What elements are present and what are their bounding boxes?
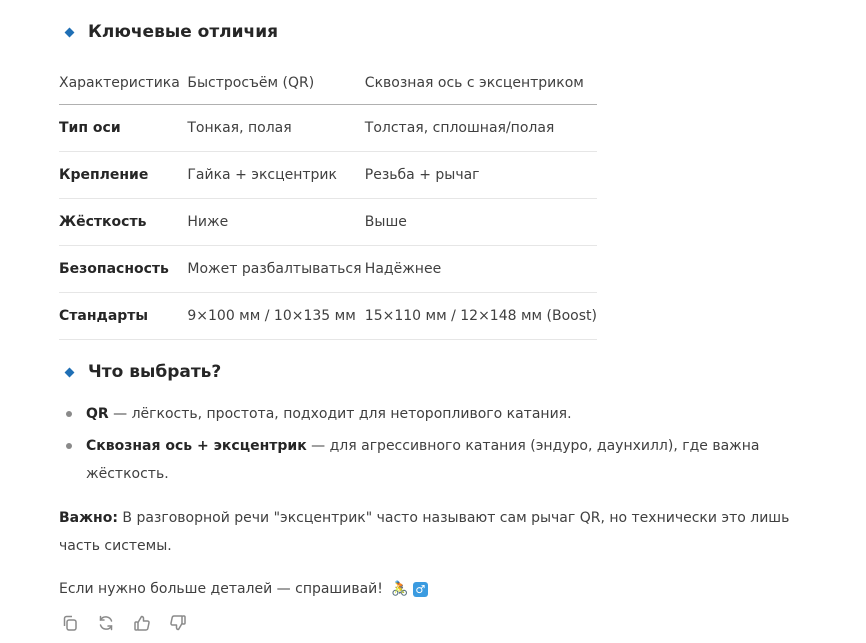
recommendation-list	[66, 400, 766, 492]
table-row	[59, 199, 597, 246]
thumbs-up-icon	[133, 614, 151, 632]
thumbs-up-button[interactable]	[132, 613, 152, 633]
table-cell-label: Тип оси	[59, 105, 187, 152]
table-header-cell: Сквозная ось с эксцентриком	[365, 63, 597, 105]
section-title: Ключевые отличия	[88, 22, 279, 42]
table-cell-label: Безопасность	[59, 246, 187, 293]
message-action-bar	[60, 613, 188, 633]
section-heading-key-differences	[66, 22, 278, 42]
table-header-cell: Быстросъём (QR)	[187, 63, 364, 105]
bullet-dot-icon	[66, 443, 72, 449]
table-cell: Ниже	[187, 199, 364, 246]
section-title: Что выбрать?	[88, 362, 222, 382]
table-cell-label: Крепление	[59, 152, 187, 199]
table-cell: Надёжнее	[365, 246, 597, 293]
closing-text: Если нужно больше деталей — спрашивай!	[59, 581, 383, 597]
table-row	[59, 152, 597, 199]
list-item-text: — для агрессивного катания (эндуро, даунхилл), где важна жёсткость.	[86, 438, 760, 482]
table-row	[59, 105, 597, 152]
list-item-text: — лёгкость, простота, подходит для неторопливого катания.	[108, 406, 572, 422]
important-note	[59, 504, 799, 560]
diamond-bullet-icon	[65, 27, 75, 37]
important-text: В разговорной речи "эксцентрик" часто называют сам рычаг QR, но технически это лишь часть системы.	[59, 510, 790, 554]
table-cell: Резьба + рычаг	[365, 152, 597, 199]
regenerate-icon	[97, 614, 115, 632]
table-cell-label: Стандарты	[59, 293, 187, 340]
copy-icon	[61, 614, 79, 632]
male-sign-emoji-icon: ♂	[413, 582, 428, 597]
table-cell: Гайка + эксцентрик	[187, 152, 364, 199]
section-heading-what-to-choose	[66, 362, 221, 382]
list-item-bold: QR	[86, 406, 109, 422]
thumbs-down-button[interactable]	[168, 613, 188, 633]
table-cell: 9×100 мм / 10×135 мм	[187, 293, 364, 340]
table-row	[59, 293, 597, 340]
diamond-bullet-icon	[65, 367, 75, 377]
table-cell: Выше	[365, 199, 597, 246]
cyclist-emoji-icon: 🚴	[391, 581, 409, 597]
regenerate-button[interactable]	[96, 613, 116, 633]
list-item	[66, 432, 766, 488]
closing-message	[59, 575, 799, 603]
table-row	[59, 246, 597, 293]
important-label: Важно:	[59, 510, 118, 526]
table-cell: Толстая, сплошная/полая	[365, 105, 597, 152]
comparison-table	[59, 63, 597, 340]
table-header-cell: Характеристика	[59, 63, 187, 105]
table-cell: 15×110 мм / 12×148 мм (Boost)	[365, 293, 597, 340]
bullet-dot-icon	[66, 411, 72, 417]
copy-button[interactable]	[60, 613, 80, 633]
thumbs-down-icon	[169, 614, 187, 632]
list-item	[66, 400, 766, 428]
table-cell: Тонкая, полая	[187, 105, 364, 152]
table-cell: Может разбалтываться	[187, 246, 364, 293]
list-item-bold: Сквозная ось + эксцентрик	[86, 438, 307, 454]
table-cell-label: Жёсткость	[59, 199, 187, 246]
table-header-row	[59, 63, 597, 105]
